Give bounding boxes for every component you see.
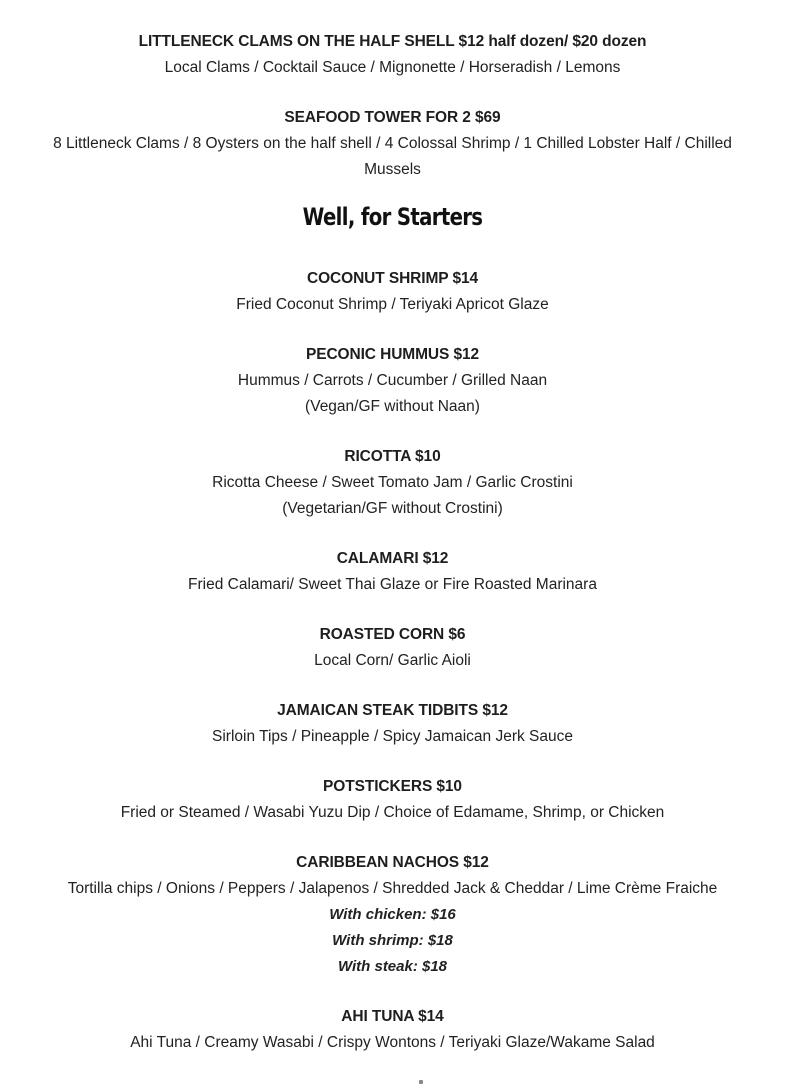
addon-steak: With steak: $18 (337, 958, 448, 975)
item-title: ROASTED CORN $6 (319, 626, 466, 643)
item-description: Ahi Tuna / Creamy Wasabi / Crispy Wontons / Teriyaki Glaze/Wakame Salad (130, 1034, 655, 1051)
item-description: Fried Calamari/ Sweet Thai Glaze or Fire Roasted Marinara (188, 576, 597, 593)
item-title: PECONIC HUMMUS $12 (305, 346, 480, 363)
item-title: JAMAICAN STEAK TIDBITS $12 (277, 702, 508, 719)
menu-item-seafood-tower (40, 105, 745, 183)
menu-item-peconic-hummus (40, 342, 745, 420)
item-description: Local Clams / Cocktail Sauce / Mignonette / Horseradish / Lemons (164, 59, 621, 76)
menu-item-calamari (40, 546, 745, 598)
item-description: Local Corn/ Garlic Aioli (314, 652, 471, 669)
item-note: (Vegan/GF without Naan) (305, 398, 480, 415)
item-description: Fried or Steamed / Wasabi Yuzu Dip / Choice of Edamame, Shrimp, or Chicken (120, 804, 665, 821)
item-description: Mussels (364, 161, 421, 178)
section-heading-starters: Well, for Starters (302, 203, 483, 231)
item-description: Fried Coconut Shrimp / Teriyaki Apricot Glaze (236, 296, 549, 313)
menu-item-caribbean-nachos (40, 850, 745, 980)
item-title: POTSTICKERS $10 (323, 778, 462, 795)
item-title: LITTLENECK CLAMS ON THE HALF SHELL $12 half dozen/ $20 dozen (138, 33, 647, 50)
item-title: COCONUT SHRIMP $14 (306, 270, 479, 287)
item-description: 8 Littleneck Clams / 8 Oysters on the half shell / 4 Colossal Shrimp / 1 Chilled Lobster Half / Chilled (53, 135, 732, 152)
menu-item-coconut-shrimp (40, 266, 745, 318)
item-description: Sirloin Tips / Pineapple / Spicy Jamaican Jerk Sauce (212, 728, 573, 745)
item-title: AHI TUNA $14 (341, 1008, 444, 1025)
item-description: Ricotta Cheese / Sweet Tomato Jam / Garlic Crostini (212, 474, 573, 491)
cut-off-mark (419, 1080, 423, 1084)
menu-item-jamaican-steak-tidbits (40, 698, 745, 750)
menu-item-potstickers (40, 774, 745, 826)
menu-item-ahi-tuna (40, 1004, 745, 1056)
menu-item-roasted-corn (40, 622, 745, 674)
menu-item-littleneck-clams (40, 29, 745, 81)
addon-shrimp: With shrimp: $18 (332, 932, 453, 949)
item-description: Hummus / Carrots / Cucumber / Grilled Naan (237, 372, 548, 389)
menu-item-ricotta (40, 444, 745, 522)
item-title: CALAMARI $12 (336, 550, 449, 567)
item-title: RICOTTA $10 (344, 448, 441, 465)
item-note: (Vegetarian/GF without Crostini) (282, 500, 503, 517)
addon-chicken: With chicken: $16 (329, 906, 456, 923)
item-description: Tortilla chips / Onions / Peppers / Jalapenos / Shredded Jack & Cheddar / Lime Crème Fraiche (67, 880, 718, 897)
item-title: SEAFOOD TOWER FOR 2 $69 (284, 109, 501, 126)
item-title: CARIBBEAN NACHOS $12 (296, 854, 489, 871)
